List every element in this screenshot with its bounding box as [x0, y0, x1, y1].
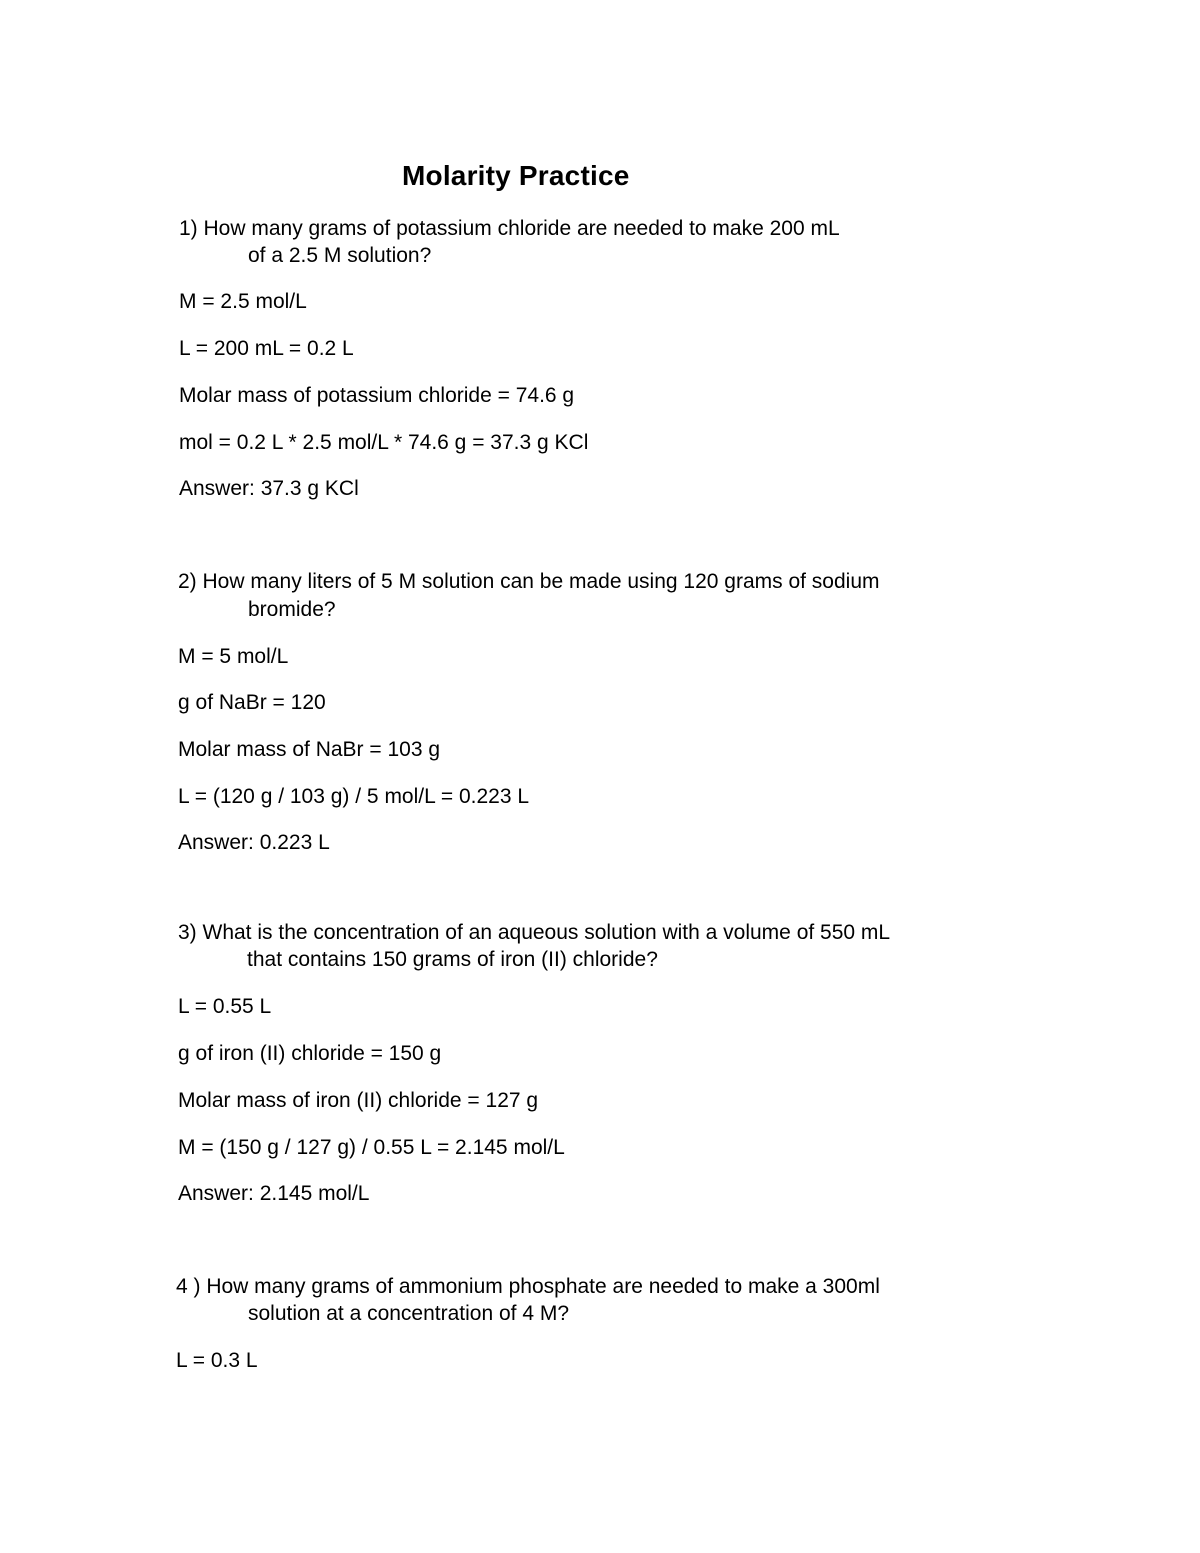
problem-1-question-line-2: of a 2.5 M solution?: [248, 244, 432, 267]
problem-4-step-1: L = 0.3 L: [176, 1349, 258, 1372]
page-title: Molarity Practice: [402, 160, 630, 191]
problem-3-question-line-2: that contains 150 grams of iron (II) chloride?: [247, 948, 658, 971]
problem-3-step-3: Molar mass of iron (II) chloride = 127 g: [178, 1089, 539, 1112]
problem-4-question-line-1: 4 ) How many grams of ammonium phosphate are needed to make a 300ml: [176, 1275, 880, 1298]
problem-1-step-3: Molar mass of potassium chloride = 74.6 g: [179, 384, 575, 407]
problem-3-step-2: g of iron (II) chloride = 150 g: [178, 1042, 442, 1065]
problem-2-question-line-2: bromide?: [248, 598, 336, 621]
problem-1-step-2: L = 200 mL = 0.2 L: [179, 337, 354, 360]
problem-1-step-1: M = 2.5 mol/L: [179, 290, 307, 313]
problem-2-step-4: L = (120 g / 103 g) / 5 mol/L = 0.223 L: [178, 785, 530, 808]
problem-3-question-line-1: 3) What is the concentration of an aqueous solution with a volume of 550 mL: [178, 921, 891, 944]
problem-1-answer: Answer: 37.3 g KCl: [179, 477, 359, 500]
problem-3-step-1: L = 0.55 L: [178, 995, 272, 1018]
problem-2-step-1: M = 5 mol/L: [178, 645, 289, 668]
problem-3-answer: Answer: 2.145 mol/L: [178, 1182, 370, 1205]
problem-4-question-line-2: solution at a concentration of 4 M?: [248, 1302, 570, 1325]
problem-2-step-2: g of NaBr = 120: [178, 691, 326, 714]
problem-1-step-4: mol = 0.2 L * 2.5 mol/L * 74.6 g = 37.3 g KCl: [179, 431, 589, 454]
problem-2-answer: Answer: 0.223 L: [178, 831, 330, 854]
problem-3-step-4: M = (150 g / 127 g) / 0.55 L = 2.145 mol/L: [178, 1136, 565, 1159]
problem-2-question-line-1: 2) How many liters of 5 M solution can be made using 120 grams of sodium: [178, 570, 880, 593]
problem-2-step-3: Molar mass of NaBr = 103 g: [178, 738, 441, 761]
problem-1-question-line-1: 1) How many grams of potassium chloride are needed to make 200 mL: [179, 217, 840, 240]
